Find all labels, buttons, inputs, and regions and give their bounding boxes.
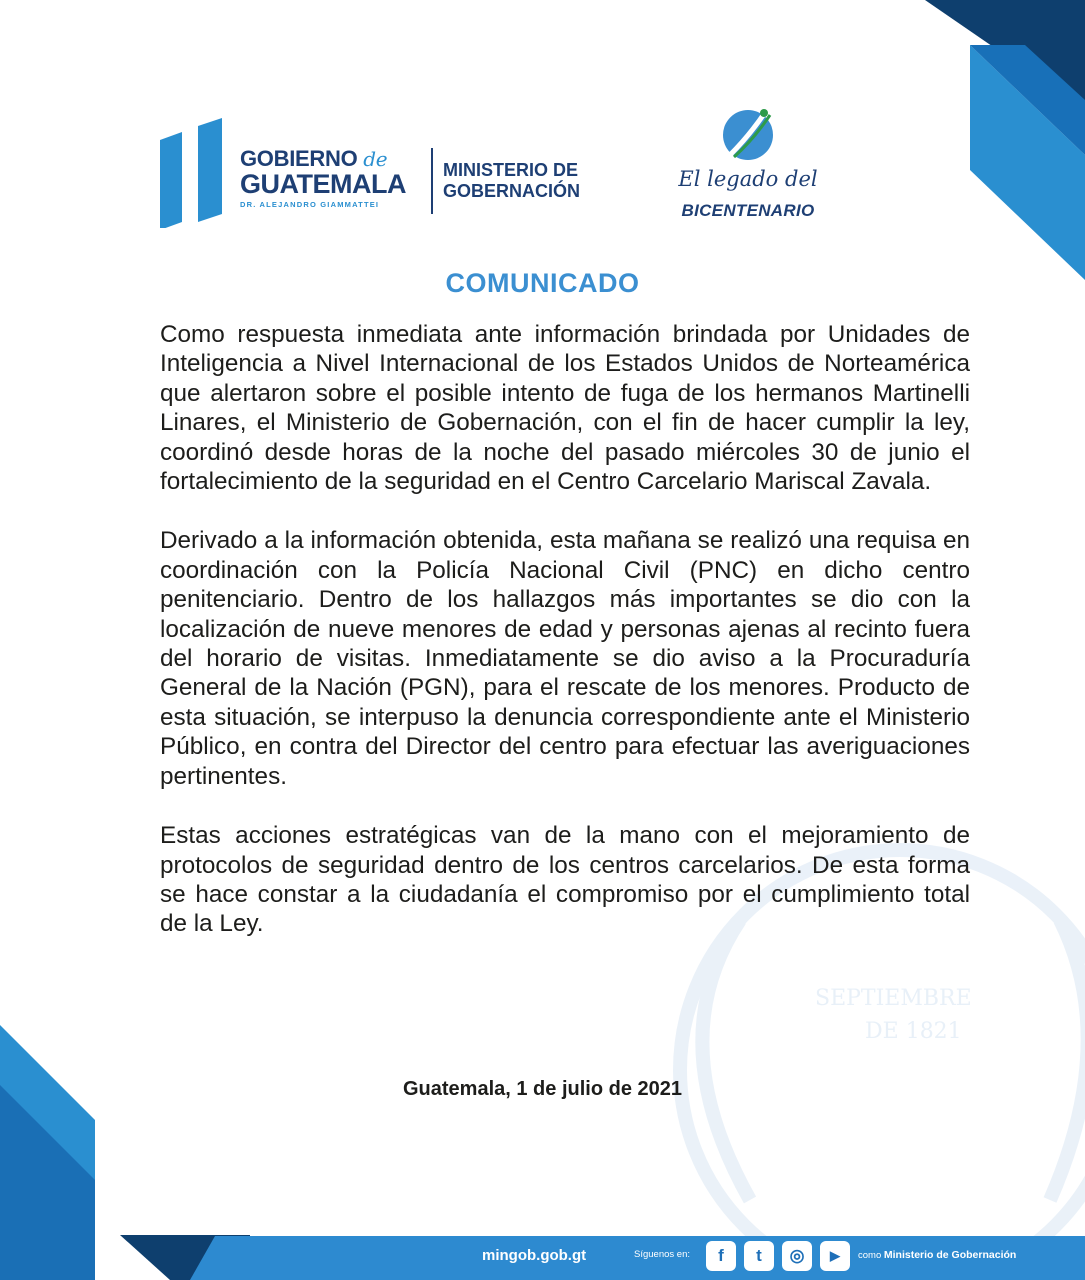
footer-handle xyxy=(858,1249,1016,1261)
footer-ministry-handle: Ministerio de Gobernación xyxy=(883,1249,1017,1261)
youtube-icon: ▶ xyxy=(830,1248,840,1263)
gov-line1: GOBIERNO xyxy=(240,146,358,171)
twitter-icon: t xyxy=(756,1246,762,1265)
footer-como-label: como xyxy=(858,1250,882,1261)
bicentenario-word: BICENTENARIO xyxy=(681,201,815,220)
ministry-line1: MINISTERIO DE xyxy=(443,160,579,180)
paragraph-2: Derivado a la información obtenida, esta mañana se realizó una requisa en coordinación con la Policía Nacional Civil (PNC) en dicho centro penitenciario. Dentro de los hallazgos más importantes se dio con la localización de nueve menores de edad y personas ajenas al recinto fuera del horario de visitas. Inmediatamente se dio aviso a la Procuraduría General de la Nación (PGN), para el rescate de los menores. Producto de esta situación, se interpuso la denuncia correspondiente ante el Ministerio Público, en contra del Director del centro para efectuar las averiguaciones pertinentes. xyxy=(160,527,970,790)
gov-president-name: DR. ALEJANDRO GIAMMATTEI xyxy=(240,200,380,209)
seal-text-2: DE 1821 xyxy=(865,1019,962,1044)
gov-line2: GUATEMALA xyxy=(240,169,406,199)
bicentenario-script: El legado del xyxy=(678,167,818,191)
document-body xyxy=(160,320,970,969)
footer-website-link[interactable]: mingob.gob.gt xyxy=(482,1247,587,1264)
corner-decoration-top-right xyxy=(925,0,1085,290)
ministry-name xyxy=(443,160,580,202)
document-title: COMUNICADO xyxy=(445,268,640,298)
logo-divider xyxy=(431,148,433,214)
bicentenario-emblem-icon xyxy=(720,105,776,163)
government-wordmark xyxy=(240,148,420,209)
instagram-icon: ◎ xyxy=(789,1246,805,1265)
paragraph-1: Como respuesta inmediata ante información brindada por Unidades de Inteligencia a Nivel Internacional de los Estados Unidos de Norteamérica que alertaron sobre el posible intento de fuga de los hermanos Martinelli Linares, el Ministerio de Gobernación, con el fin de hacer cumplir la ley, coordinó desde horas de la noche del pasado miércoles 30 de junio el fortalecimiento de la seguridad en el Centro Carcelario Mariscal Zavala. xyxy=(160,321,970,496)
facebook-icon: f xyxy=(718,1246,724,1265)
seal-text-1: SEPTIEMBRE xyxy=(815,986,972,1011)
twitter-link[interactable] xyxy=(744,1241,774,1271)
bicentenario-logo xyxy=(668,105,828,225)
gov-de: de xyxy=(363,147,388,171)
dateline: Guatemala, 1 de julio de 2021 xyxy=(402,1078,682,1100)
instagram-link[interactable] xyxy=(782,1241,812,1271)
ministry-line2: GOBERNACIÓN xyxy=(443,181,581,201)
footer-follow-label: Síguenos en: xyxy=(634,1249,690,1260)
government-bars-icon xyxy=(160,118,230,228)
government-logo xyxy=(160,118,600,228)
paragraph-3: Estas acciones estratégicas van de la mano con el mejoramiento de protocolos de seguridad dentro de los centros carcelarios. De esta forma se hace constar a la ciudadanía el compromiso por el cumplimiento total de la Ley. xyxy=(160,822,970,938)
facebook-link[interactable] xyxy=(706,1241,736,1271)
youtube-link[interactable] xyxy=(820,1241,850,1271)
